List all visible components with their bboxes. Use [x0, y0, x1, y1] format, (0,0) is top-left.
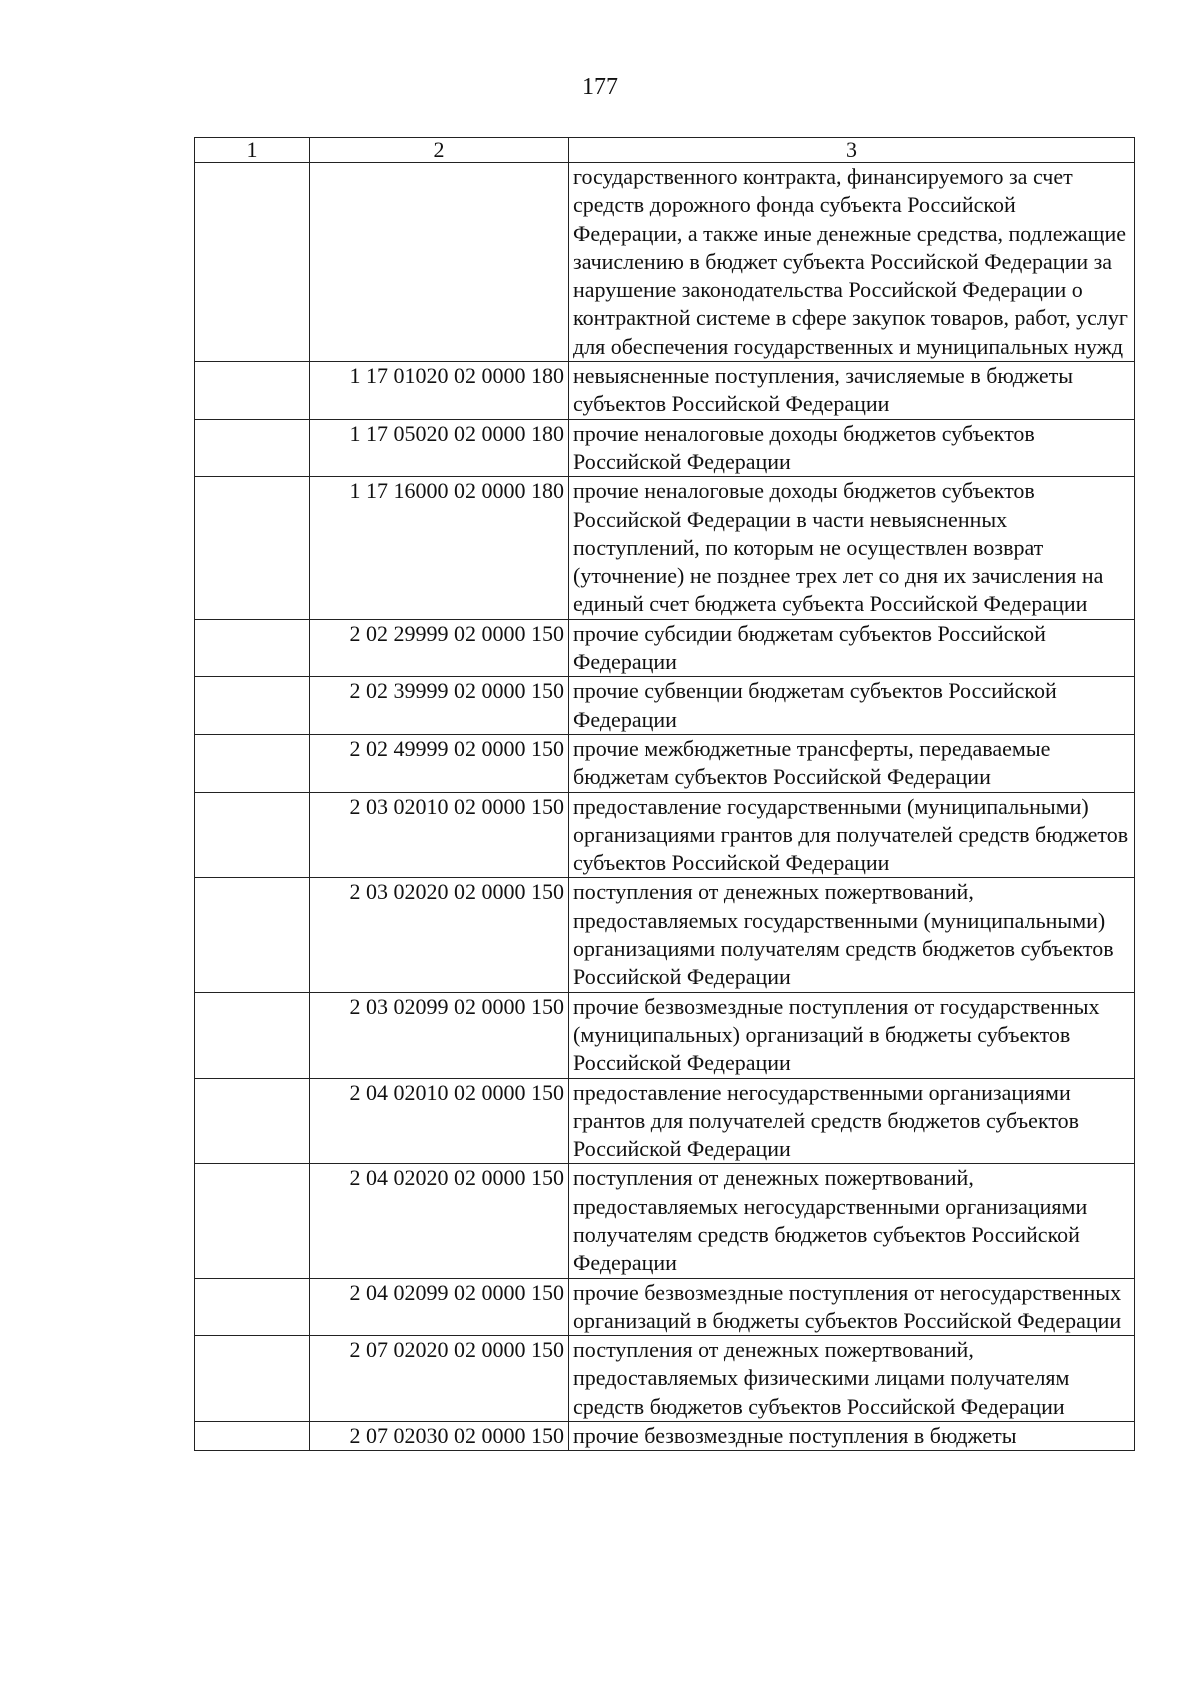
row-number-cell — [195, 1078, 310, 1164]
revenue-description-cell: прочие неналоговые доходы бюджетов субъектов Российской Федерации в части невыясненных поступлений, по которым не осуществлен возврат (уточнение) не позднее трех лет со дня их зачисления на единый счет бюджета субъекта Российской Федерации — [569, 477, 1135, 619]
revenue-description-cell: предоставление государственными (муниципальными) организациями грантов для получателей средств бюджетов субъектов Российской Федерации — [569, 792, 1135, 878]
revenue-description-cell: поступления от денежных пожертвований, предоставляемых негосударственными организациями получателям средств бюджетов субъектов Российской Федерации — [569, 1164, 1135, 1278]
row-number-cell — [195, 1164, 310, 1278]
revenue-code-cell: 1 17 16000 02 0000 180 — [310, 477, 569, 619]
revenue-description-cell: поступления от денежных пожертвований, предоставляемых физическими лицами получателям средств бюджетов субъектов Российской Федерации — [569, 1336, 1135, 1422]
table-row — [195, 792, 1135, 878]
table-row — [195, 419, 1135, 477]
page-number: 177 — [582, 74, 618, 100]
row-number-cell — [195, 477, 310, 619]
revenue-description-cell: прочие субвенции бюджетам субъектов Российской Федерации — [569, 677, 1135, 735]
revenue-description-cell: государственного контракта, финансируемого за счет средств дорожного фонда субъекта Российской Федерации, а также иные денежные средства, подлежащие зачислению в бюджет субъекта Российской Федерации за нарушение законодательства Российской Федерации о контрактной системе в сфере закупок товаров, работ, услуг для обеспечения государственных и муниципальных нужд — [569, 163, 1135, 362]
row-number-cell — [195, 677, 310, 735]
revenue-code-cell: 1 17 01020 02 0000 180 — [310, 362, 569, 420]
table-row — [195, 992, 1135, 1078]
row-number-cell — [195, 619, 310, 677]
table-row — [195, 1336, 1135, 1422]
row-number-cell — [195, 878, 310, 992]
table-row — [195, 1164, 1135, 1278]
row-number-cell — [195, 1336, 310, 1422]
row-number-cell — [195, 792, 310, 878]
revenue-code-cell: 2 04 02020 02 0000 150 — [310, 1164, 569, 1278]
row-number-cell — [195, 1278, 310, 1336]
row-number-cell — [195, 1422, 310, 1451]
row-number-cell — [195, 419, 310, 477]
revenue-codes-table — [194, 137, 1135, 1451]
revenue-description-cell: прочие безвозмездные поступления от государственных (муниципальных) организаций в бюджеты субъектов Российской Федерации — [569, 992, 1135, 1078]
table-body — [195, 163, 1135, 1451]
revenue-description-cell: невыясненные поступления, зачисляемые в бюджеты субъектов Российской Федерации — [569, 362, 1135, 420]
revenue-code-cell: 2 02 39999 02 0000 150 — [310, 677, 569, 735]
table-header-row — [195, 138, 1135, 163]
revenue-code-cell: 2 03 02099 02 0000 150 — [310, 992, 569, 1078]
revenue-description-cell: прочие безвозмездные поступления в бюджеты — [569, 1422, 1135, 1451]
revenue-description-cell: прочие субсидии бюджетам субъектов Российской Федерации — [569, 619, 1135, 677]
revenue-description-cell: предоставление негосударственными организациями грантов для получателей средств бюджетов субъектов Российской Федерации — [569, 1078, 1135, 1164]
revenue-code-cell: 2 07 02020 02 0000 150 — [310, 1336, 569, 1422]
revenue-code-cell: 2 03 02020 02 0000 150 — [310, 878, 569, 992]
revenue-code-cell: 2 02 49999 02 0000 150 — [310, 734, 569, 792]
row-number-cell — [195, 362, 310, 420]
table-row — [195, 1278, 1135, 1336]
revenue-code-cell: 2 02 29999 02 0000 150 — [310, 619, 569, 677]
table-row — [195, 734, 1135, 792]
revenue-description-cell: прочие межбюджетные трансферты, передаваемые бюджетам субъектов Российской Федерации — [569, 734, 1135, 792]
row-number-cell — [195, 734, 310, 792]
revenue-description-cell: прочие безвозмездные поступления от негосударственных организаций в бюджеты субъектов Российской Федерации — [569, 1278, 1135, 1336]
column-header-3: 3 — [569, 138, 1135, 163]
table-row — [195, 1078, 1135, 1164]
revenue-code-cell: 2 07 02030 02 0000 150 — [310, 1422, 569, 1451]
revenue-code-cell — [310, 163, 569, 362]
revenue-description-cell: поступления от денежных пожертвований, предоставляемых государственными (муниципальными) организациями получателям средств бюджетов субъектов Российской Федерации — [569, 878, 1135, 992]
table-row — [195, 362, 1135, 420]
table-row — [195, 619, 1135, 677]
revenue-description-cell: прочие неналоговые доходы бюджетов субъектов Российской Федерации — [569, 419, 1135, 477]
table-row — [195, 1422, 1135, 1451]
row-number-cell — [195, 992, 310, 1078]
table-row — [195, 677, 1135, 735]
table-row — [195, 878, 1135, 992]
revenue-code-cell: 1 17 05020 02 0000 180 — [310, 419, 569, 477]
revenue-code-cell: 2 04 02099 02 0000 150 — [310, 1278, 569, 1336]
table-row — [195, 163, 1135, 362]
revenue-code-cell: 2 03 02010 02 0000 150 — [310, 792, 569, 878]
revenue-code-cell: 2 04 02010 02 0000 150 — [310, 1078, 569, 1164]
column-header-2: 2 — [310, 138, 569, 163]
table-row — [195, 477, 1135, 619]
column-header-1: 1 — [195, 138, 310, 163]
row-number-cell — [195, 163, 310, 362]
